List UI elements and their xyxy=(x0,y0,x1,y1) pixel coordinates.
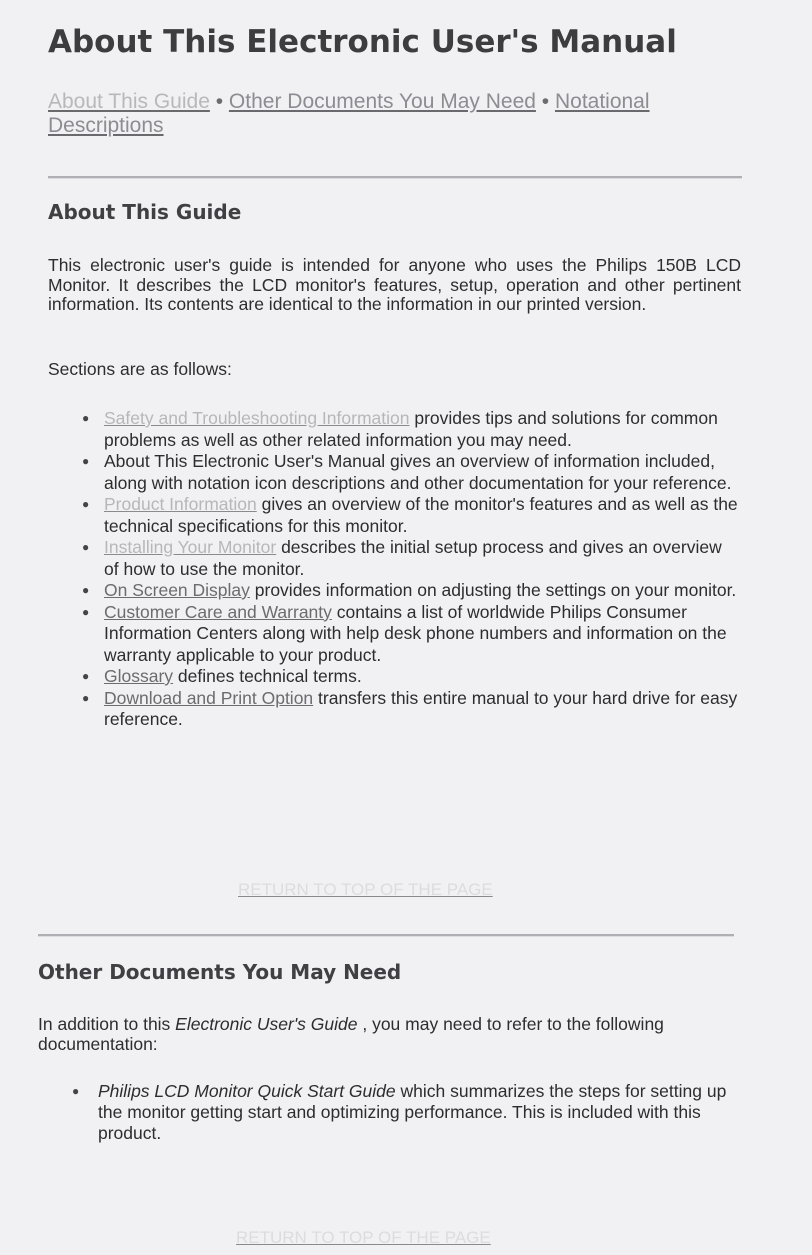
list-item xyxy=(78,494,738,537)
sections-intro: Sections are as follows: xyxy=(48,359,232,379)
sections-list xyxy=(78,408,738,731)
link-glossary[interactable]: Glossary xyxy=(104,666,174,686)
list-item xyxy=(78,580,738,602)
toc-separator: • xyxy=(535,90,555,113)
list-item xyxy=(70,1081,730,1144)
list-item xyxy=(78,408,738,451)
toc-separator: • xyxy=(209,90,229,113)
intro-text: In addition to this xyxy=(38,1014,176,1034)
list-item xyxy=(78,602,738,667)
toc-link-other-documents[interactable]: Other Documents You May Need xyxy=(228,90,536,113)
section-heading-other-docs: Other Documents You May Need xyxy=(38,960,402,984)
toc-link-notational-descriptions[interactable]: Notational Descriptions xyxy=(48,90,650,137)
list-item-text: transfers this entire manual to your hard drive for easy reference. xyxy=(104,687,738,729)
other-docs-intro xyxy=(38,1015,688,1054)
list-item-text: provides tips and solutions for common problems as well as other related information you may need. xyxy=(104,408,718,450)
documents-list xyxy=(70,1081,730,1144)
link-safety-troubleshooting[interactable]: Safety and Troubleshooting Information xyxy=(104,408,410,428)
intro-text: , you may need to refer to the following documentation: xyxy=(38,1014,664,1054)
list-item-text: defines technical terms. xyxy=(173,666,362,686)
page-toc xyxy=(48,90,753,138)
list-item xyxy=(78,537,738,580)
section-heading-about-guide: About This Guide xyxy=(48,200,242,224)
list-item-text: About This Electronic User's Manual gives an overview of information included, along with notation icon descriptions and other documentation for your reference. xyxy=(104,451,732,493)
toc-link-about-this-guide[interactable]: About This Guide xyxy=(48,90,210,113)
about-guide-intro: This electronic user's guide is intended for anyone who uses the Philips 150B LCD Monitor. It describes the LCD monitor's features, setup, operation and other pertinent information. Its contents are identical to the information in our printed version. xyxy=(48,255,741,314)
link-product-information[interactable]: Product Information xyxy=(104,494,257,514)
link-installing-monitor[interactable]: Installing Your Monitor xyxy=(104,537,277,557)
section-divider xyxy=(48,176,742,179)
return-to-top-link[interactable]: RETURN TO TOP OF THE PAGE xyxy=(236,1228,491,1247)
link-customer-care-warranty[interactable]: Customer Care and Warranty xyxy=(104,601,332,622)
document-title: Philips LCD Monitor Quick Start Guide xyxy=(98,1081,396,1101)
section-divider xyxy=(38,934,734,937)
list-item-text: which summarizes the steps for setting up the monitor getting start and optimizing performance. This is included with this product. xyxy=(98,1081,727,1143)
list-item-text: describes the initial setup process and gives an overview of how to use the monitor. xyxy=(104,537,722,579)
list-item xyxy=(78,688,738,731)
page-title: About This Electronic User's Manual xyxy=(48,24,677,60)
intro-guide-title: Electronic User's Guide xyxy=(175,1014,358,1034)
list-item xyxy=(78,666,738,688)
list-item-text: gives an overview of the monitor's features and as well as the technical specifications for this monitor. xyxy=(104,494,738,536)
list-item xyxy=(78,451,738,494)
return-to-top-link[interactable]: RETURN TO TOP OF THE PAGE xyxy=(238,880,493,899)
link-download-print-option[interactable]: Download and Print Option xyxy=(104,687,314,708)
list-item-text: provides information on adjusting the settings on your monitor. xyxy=(249,580,737,600)
list-item-text: contains a list of worldwide Philips Consumer Information Centers along with help desk phone numbers and information on the warranty applicable to your product. xyxy=(104,601,727,665)
link-on-screen-display[interactable]: On Screen Display xyxy=(104,580,250,600)
